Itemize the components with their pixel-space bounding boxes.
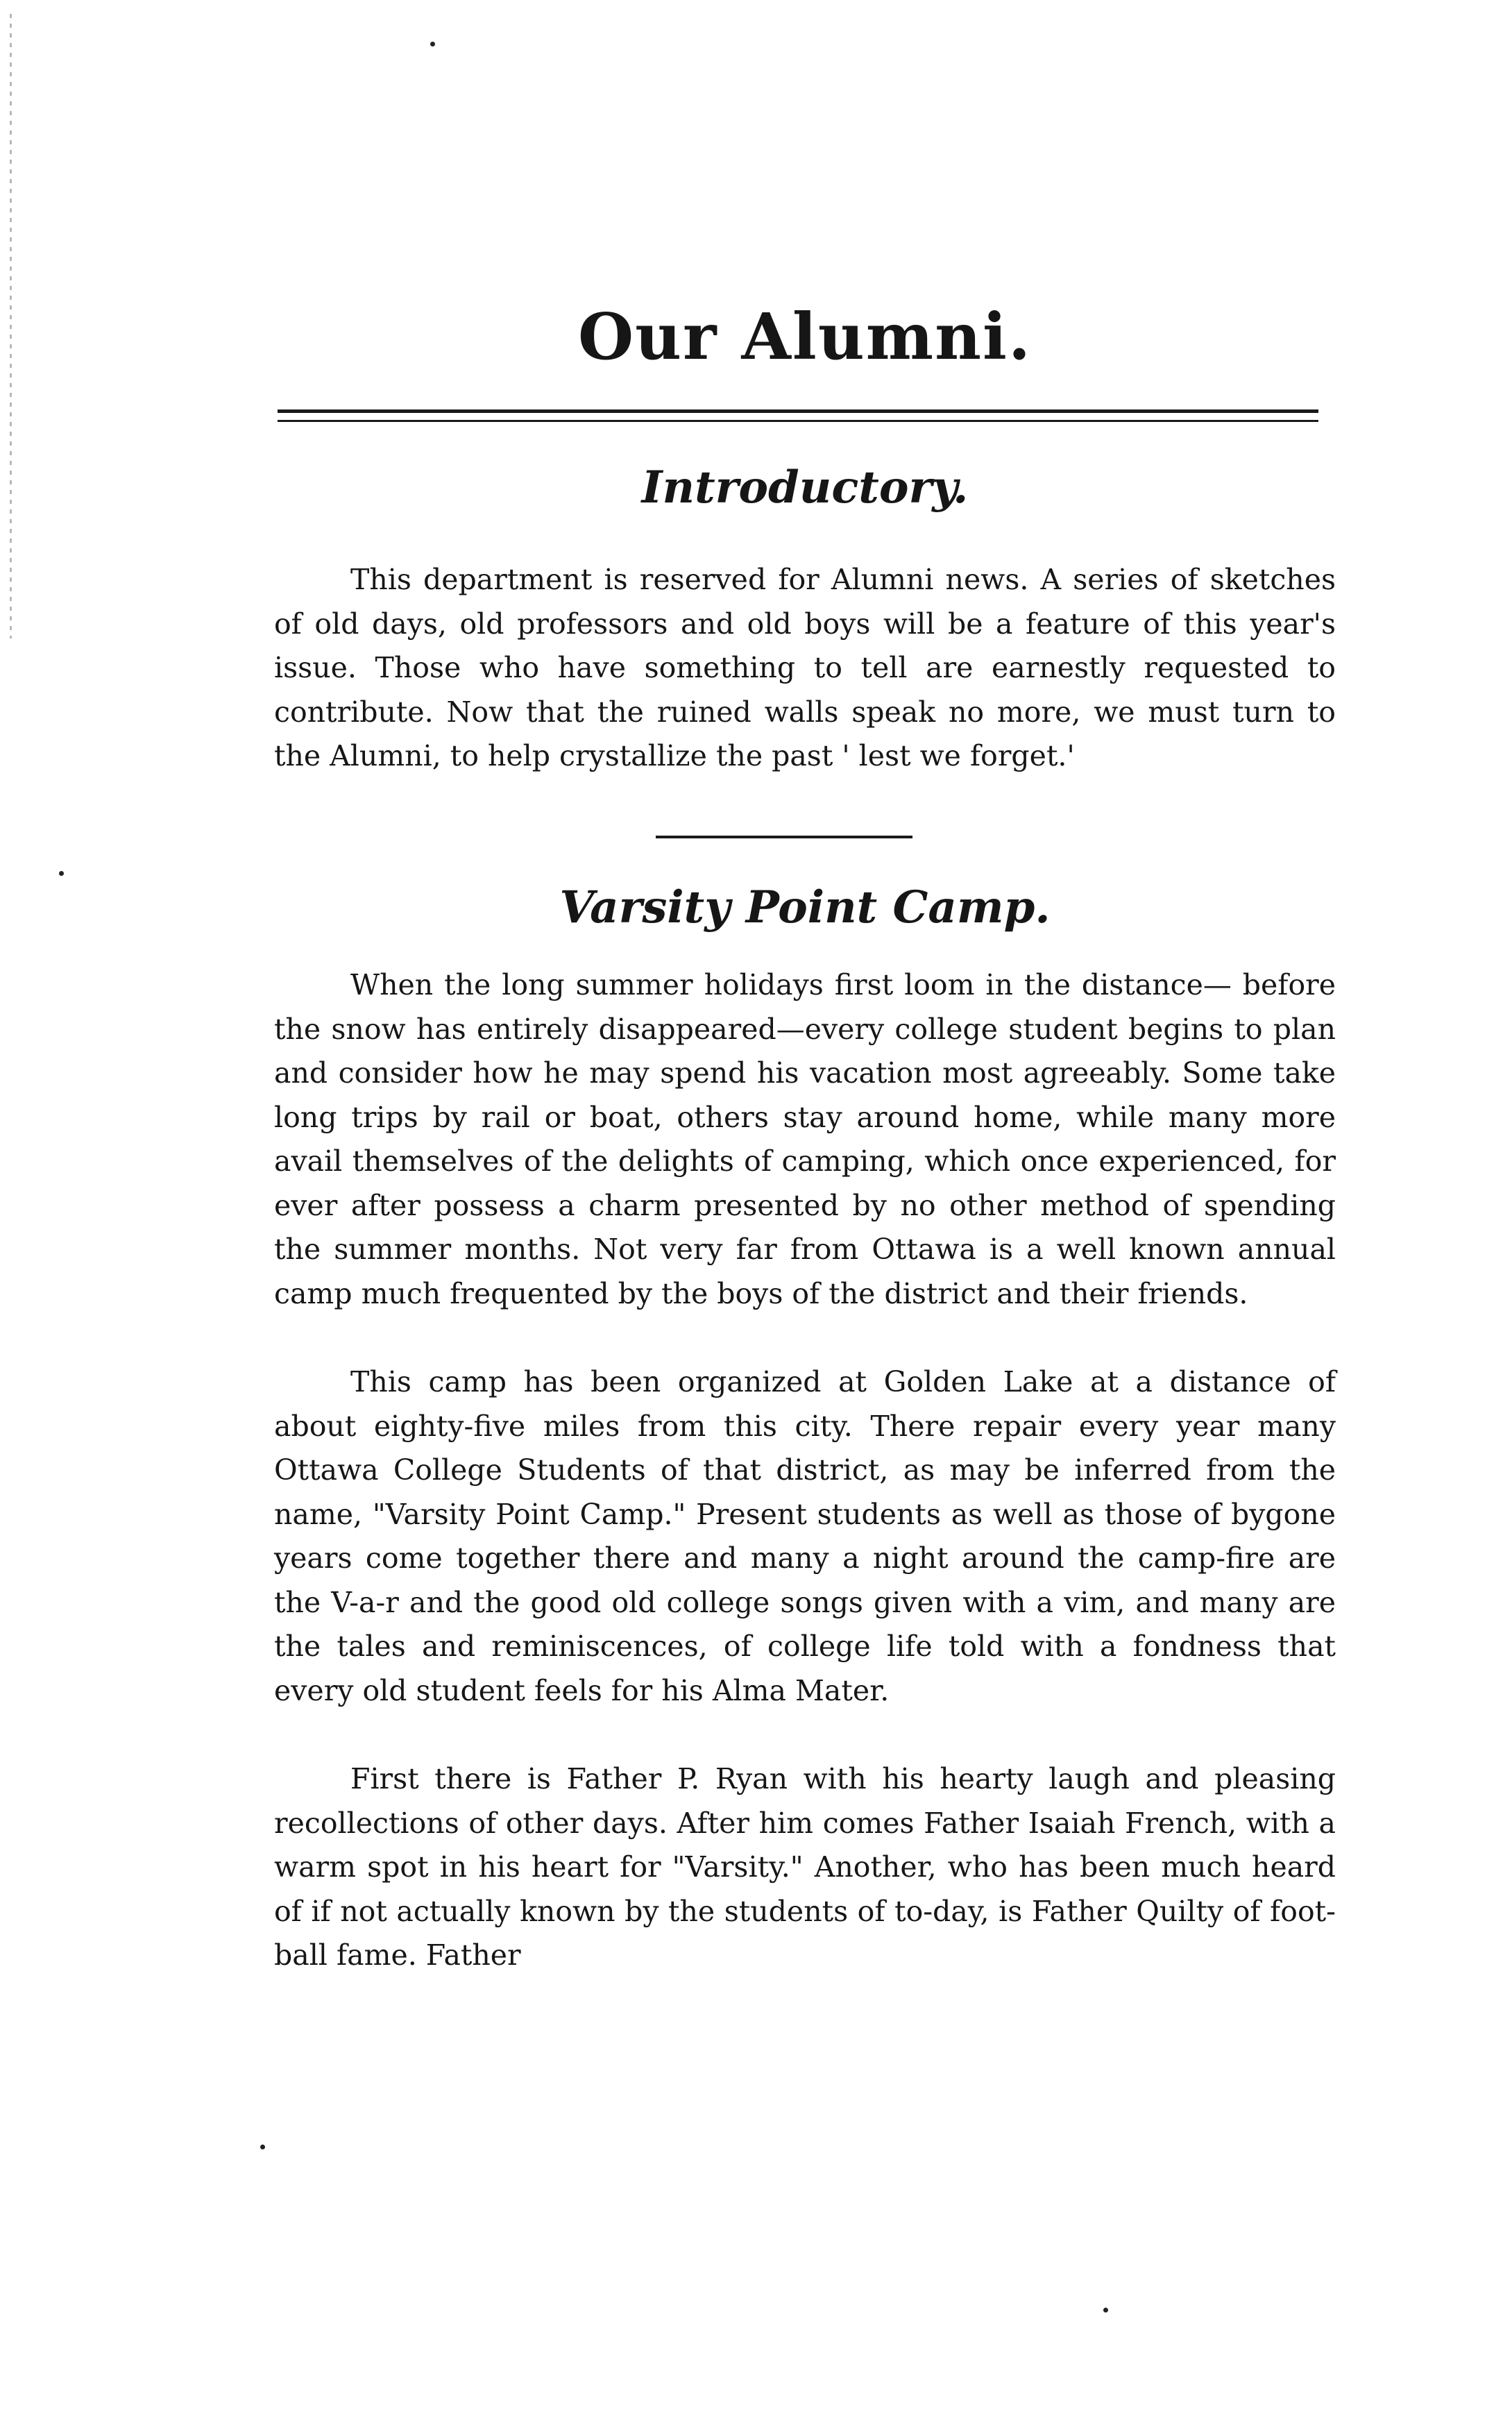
scan-edge-marks [10,14,12,639]
paragraph-camp-2: This camp has been organized at Golden Lake at a distance of about eighty-five miles from this city. There repair every year many Ottawa College Students of that district, as may be inferred from the name, "Varsity Point Camp." Present students as well as those of bygone years come together there and many a night around the camp-fire are the V-a-r and the good old college songs given with a vim, and many are the tales and reminiscences, of college life told with a fondness that every old student feels for his Alma Mater. [274,1365,1336,1707]
scan-speck [1103,2308,1108,2313]
scan-speck [430,42,435,46]
title-double-rule [278,409,1318,422]
paragraph-camp-3: First there is Father P. Ryan with his hearty laugh and pleasing recollections of other days. After him comes Father Isaiah French, with a warm spot in his heart for "Varsity." Another, who has been much heard of if not actually known by the students of to-day, is Father Quilty of foot-ball fame. Father [274,1762,1336,1972]
scan-speck [59,871,64,876]
page-title: Our Alumni. [578,299,1032,374]
section-heading-introductory: Introductory. [641,462,969,514]
paragraph-introductory: This department is reserved for Alumni news. A series of sketches of old days, old professors and old boys will be a feature of this year's issue. Those who have something to tell are earnestly requested to contribute. Now that the ruined walls speak no more, we must turn to the Alumni, to help crystallize the past ' lest we forget.' [274,563,1336,772]
section-heading-varsity-point-camp: Varsity Point Camp. [559,881,1051,933]
section-divider [656,836,912,838]
paragraph-camp-1: When the long summer holidays first loom in the distance— before the snow has entirely disappeared—every college student begins to plan and consider how he may spend his vacation most agreeably. Some take long trips by rail or boat, others stay around home, while many more avail themselves of the delights of camping, which once experienced, for ever after possess a charm presented by no other method of spending the summer months. Not very far from Ottawa is a well known annual camp much frequented by the boys of the district and their friends. [274,968,1336,1310]
scan-speck [260,2145,265,2149]
